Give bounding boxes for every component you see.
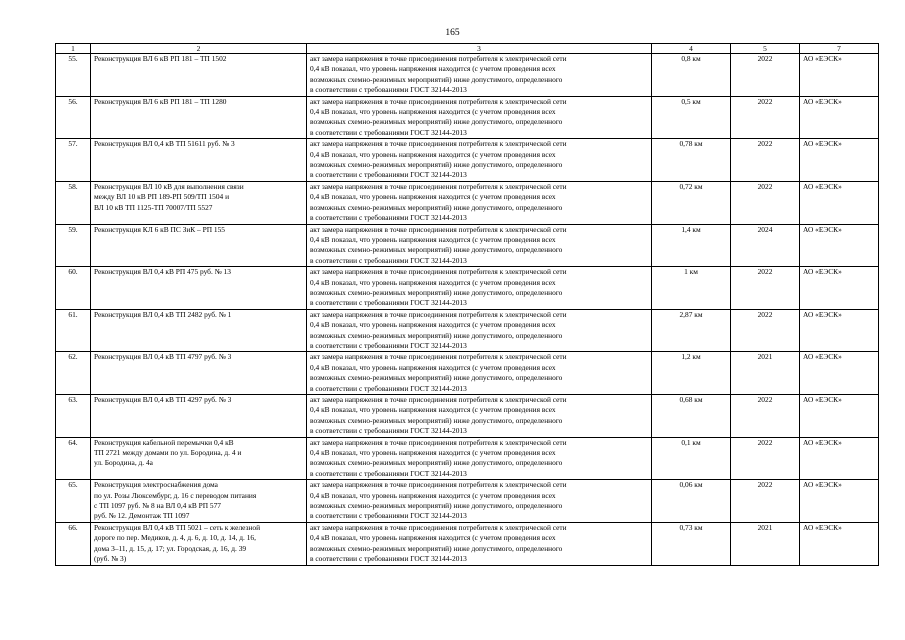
row-number-cell <box>56 267 91 310</box>
project-name-line: Реконструкция ВЛ 10 кВ для выполнения связи <box>94 181 244 191</box>
justification-line: возможных схемно-режимных мероприятий) ниже допустимого, определенного <box>310 330 563 340</box>
row-number: 57. <box>68 139 78 149</box>
justification-line: акт замера напряжения в точке присоединения потребителя к электрической сети <box>310 267 567 277</box>
justification-line: 0,4 кВ показал, что уровень напряжения находится (с учетом проведения всех <box>310 107 556 117</box>
organization-cell <box>800 437 879 480</box>
project-name-line: по ул. Розы Люксембург, д. 16 с переводом питания <box>94 490 257 500</box>
project-name-cell <box>91 352 307 395</box>
justification-line: 0,4 кВ показал, что уровень напряжения находится (с учетом проведения всех <box>310 362 556 372</box>
year-cell <box>731 139 800 182</box>
organization-cell <box>800 522 879 565</box>
row-number: 63. <box>68 395 78 404</box>
justification-line: 0,4 кВ показал, что уровень напряжения находится (с учетом проведения всех <box>310 533 556 543</box>
organization-name: АО «ЕЭСК» <box>803 480 842 490</box>
project-name-cell <box>91 522 307 565</box>
justification-line: акт замера напряжения в точке присоединения потребителя к электрической сети <box>310 522 567 532</box>
line-length: 0,06 км <box>679 480 703 490</box>
project-name-line: Реконструкция ВЛ 0,4 кВ РП 475 руб. № 13 <box>94 267 231 277</box>
row-number-cell <box>56 181 91 224</box>
row-number: 56. <box>68 96 78 106</box>
year-cell <box>731 395 800 438</box>
justification-line: 0,4 кВ показал, что уровень напряжения находится (с учетом проведения всех <box>310 490 556 500</box>
justification-line: возможных схемно-режимных мероприятий) ниже допустимого, определенного <box>310 160 563 170</box>
justification-cell <box>307 54 652 97</box>
line-length: 0,73 км <box>679 522 703 532</box>
table-body <box>56 44 879 566</box>
length-cell <box>652 522 731 565</box>
table-row <box>56 267 879 310</box>
completion-year: 2022 <box>757 437 773 447</box>
completion-year: 2022 <box>757 267 773 277</box>
line-length: 1,2 км <box>681 352 701 362</box>
organization-name: АО «ЕЭСК» <box>803 437 842 447</box>
completion-year: 2022 <box>757 309 773 319</box>
organization-name: АО «ЕЭСК» <box>803 181 842 191</box>
justification-line: акт замера напряжения в точке присоединения потребителя к электрической сети <box>310 54 567 63</box>
project-name-line: Реконструкция ВЛ 0,4 кВ ТП 2482 руб. № 1 <box>94 309 232 319</box>
project-name-cell <box>91 480 307 523</box>
justification-cell <box>307 352 652 395</box>
table-row <box>56 139 879 182</box>
column-header-7: 7 <box>800 44 879 54</box>
row-number: 60. <box>68 267 78 277</box>
table-header-row <box>56 44 879 54</box>
row-number-cell <box>56 139 91 182</box>
justification-line: акт замера напряжения в точке присоединения потребителя к электрической сети <box>310 352 567 362</box>
project-name-cell <box>91 267 307 310</box>
table-row <box>56 54 879 97</box>
project-name-line: ул. Бородина, д. 4а <box>94 458 153 468</box>
line-length: 0,68 км <box>679 395 703 404</box>
justification-line: в соответствии с требованиями ГОСТ 32144-2013 <box>310 340 467 350</box>
length-cell <box>652 181 731 224</box>
table-row <box>56 437 879 480</box>
length-cell <box>652 139 731 182</box>
justification-line: 0,4 кВ показал, что уровень напряжения находится (с учетом проведения всех <box>310 149 556 159</box>
project-name-line: между ВЛ 10 кВ РП 189-РП 509/ТП 1504 и <box>94 192 230 202</box>
table-row <box>56 96 879 139</box>
length-cell <box>652 480 731 523</box>
year-cell <box>731 309 800 352</box>
justification-line: в соответствии с требованиями ГОСТ 32144-2013 <box>310 511 467 521</box>
completion-year: 2022 <box>757 395 773 404</box>
justification-cell <box>307 224 652 267</box>
length-cell <box>652 96 731 139</box>
completion-year: 2022 <box>757 54 773 63</box>
organization-cell <box>800 267 879 310</box>
line-length: 0,72 км <box>679 181 703 191</box>
justification-line: возможных схемно-режимных мероприятий) ниже допустимого, определенного <box>310 74 563 84</box>
organization-cell <box>800 96 879 139</box>
justification-cell <box>307 522 652 565</box>
length-cell <box>652 267 731 310</box>
row-number-cell <box>56 224 91 267</box>
justification-line: возможных схемно-режимных мероприятий) ниже допустимого, определенного <box>310 117 563 127</box>
justification-line: 0,4 кВ показал, что уровень напряжения находится (с учетом проведения всех <box>310 64 556 74</box>
projects-table <box>55 43 879 566</box>
justification-line: в соответствии с требованиями ГОСТ 32144-2013 <box>310 426 467 436</box>
justification-line: акт замера напряжения в точке присоединения потребителя к электрической сети <box>310 480 567 490</box>
year-cell <box>731 54 800 97</box>
organization-name: АО «ЕЭСК» <box>803 96 842 106</box>
row-number-cell <box>56 480 91 523</box>
justification-line: в соответствии с требованиями ГОСТ 32144-2013 <box>310 383 467 393</box>
table-row <box>56 352 879 395</box>
completion-year: 2022 <box>757 181 773 191</box>
row-number-cell <box>56 352 91 395</box>
justification-line: в соответствии с требованиями ГОСТ 32144-2013 <box>310 85 467 95</box>
organization-name: АО «ЕЭСК» <box>803 54 842 63</box>
justification-line: 0,4 кВ показал, что уровень напряжения находится (с учетом проведения всех <box>310 405 556 415</box>
justification-cell <box>307 181 652 224</box>
row-number-cell <box>56 437 91 480</box>
row-number: 66. <box>68 522 78 532</box>
justification-cell <box>307 139 652 182</box>
justification-line: возможных схемно-режимных мероприятий) ниже допустимого, определенного <box>310 501 563 511</box>
justification-line: возможных схемно-режимных мероприятий) ниже допустимого, определенного <box>310 543 563 553</box>
project-name-line: с ТП 1097 руб. № 8 на ВЛ 0,4 кВ РП 577 <box>94 501 221 511</box>
row-number: 64. <box>68 437 78 447</box>
project-name-line: дома 3–11, д. 15, д. 17; ул. Городская, д. 16, д. 39 <box>94 543 247 553</box>
column-header-1: 1 <box>56 44 91 54</box>
justification-line: акт замера напряжения в точке присоединения потребителя к электрической сети <box>310 395 567 404</box>
row-number: 62. <box>68 352 78 362</box>
justification-line: в соответствии с требованиями ГОСТ 32144-2013 <box>310 255 467 265</box>
completion-year: 2021 <box>757 522 773 532</box>
project-name-line: руб. № 12. Демонтаж ТП 1097 <box>94 511 190 521</box>
row-number: 65. <box>68 480 78 490</box>
row-number-cell <box>56 395 91 438</box>
project-name-line: Реконструкция ВЛ 6 кВ РП 181 – ТП 1280 <box>94 96 227 106</box>
project-name-line: Реконструкция ВЛ 0,4 кВ ТП 4797 руб. № 3 <box>94 352 232 362</box>
length-cell <box>652 224 731 267</box>
row-number-cell <box>56 309 91 352</box>
column-header-3: 3 <box>307 44 652 54</box>
justification-cell <box>307 437 652 480</box>
justification-cell <box>307 96 652 139</box>
justification-line: в соответствии с требованиями ГОСТ 32144-2013 <box>310 298 467 308</box>
justification-line: 0,4 кВ показал, что уровень напряжения находится (с учетом проведения всех <box>310 448 556 458</box>
organization-name: АО «ЕЭСК» <box>803 224 842 234</box>
completion-year: 2021 <box>757 352 773 362</box>
line-length: 0,78 км <box>679 139 703 149</box>
justification-line: в соответствии с требованиями ГОСТ 32144-2013 <box>310 468 467 478</box>
justification-cell <box>307 480 652 523</box>
length-cell <box>652 309 731 352</box>
justification-line: возможных схемно-режимных мероприятий) ниже допустимого, определенного <box>310 373 563 383</box>
project-name-line: Реконструкция ВЛ 0,4 кВ ТП 51611 руб. № 3 <box>94 139 235 149</box>
length-cell <box>652 395 731 438</box>
project-name-cell <box>91 395 307 438</box>
organization-name: АО «ЕЭСК» <box>803 352 842 362</box>
project-name-cell <box>91 309 307 352</box>
justification-line: 0,4 кВ показал, что уровень напряжения находится (с учетом проведения всех <box>310 277 556 287</box>
completion-year: 2022 <box>757 480 773 490</box>
table-row <box>56 522 879 565</box>
table-row <box>56 395 879 438</box>
table-row <box>56 309 879 352</box>
column-header-2: 2 <box>91 44 307 54</box>
justification-cell <box>307 267 652 310</box>
organization-name: АО «ЕЭСК» <box>803 139 842 149</box>
project-name-line: дороге по пер. Медиков, д. 4, д. 6, д. 10, д. 14, д. 16, <box>94 533 256 543</box>
justification-line: возможных схемно-режимных мероприятий) ниже допустимого, определенного <box>310 415 563 425</box>
year-cell <box>731 96 800 139</box>
length-cell <box>652 437 731 480</box>
organization-name: АО «ЕЭСК» <box>803 522 842 532</box>
organization-cell <box>800 54 879 97</box>
project-name-line: Реконструкция ВЛ 0,4 кВ ТП 5021 – сеть к железной <box>94 522 261 532</box>
line-length: 1,4 км <box>681 224 701 234</box>
project-name-line: ВЛ 10 кВ ТП 1125-ТП 70007/ТП 5527 <box>94 202 213 212</box>
justification-cell <box>307 309 652 352</box>
completion-year: 2024 <box>757 224 773 234</box>
justification-line: 0,4 кВ показал, что уровень напряжения находится (с учетом проведения всех <box>310 320 556 330</box>
year-cell <box>731 224 800 267</box>
organization-cell <box>800 395 879 438</box>
justification-line: возможных схемно-режимных мероприятий) ниже допустимого, определенного <box>310 458 563 468</box>
project-name-cell <box>91 54 307 97</box>
project-name-cell <box>91 139 307 182</box>
justification-line: акт замера напряжения в точке присоединения потребителя к электрической сети <box>310 309 567 319</box>
table-row <box>56 224 879 267</box>
justification-line: в соответствии с требованиями ГОСТ 32144-2013 <box>310 554 467 564</box>
justification-line: 0,4 кВ показал, что уровень напряжения находится (с учетом проведения всех <box>310 234 556 244</box>
project-name-line: Реконструкция электроснабжения дома <box>94 480 218 490</box>
column-header-5: 5 <box>731 44 800 54</box>
justification-line: возможных схемно-режимных мероприятий) ниже допустимого, определенного <box>310 245 563 255</box>
line-length: 0,1 км <box>681 437 701 447</box>
justification-line: возможных схемно-режимных мероприятий) ниже допустимого, определенного <box>310 202 563 212</box>
length-cell <box>652 54 731 97</box>
project-name-cell <box>91 181 307 224</box>
organization-name: АО «ЕЭСК» <box>803 267 842 277</box>
row-number: 58. <box>68 181 78 191</box>
justification-line: акт замера напряжения в точке присоединения потребителя к электрической сети <box>310 224 567 234</box>
justification-line: в соответствии с требованиями ГОСТ 32144-2013 <box>310 213 467 223</box>
organization-cell <box>800 224 879 267</box>
project-name-line: Реконструкция ВЛ 0,4 кВ ТП 4297 руб. № 3 <box>94 395 232 404</box>
table-row <box>56 480 879 523</box>
row-number-cell <box>56 54 91 97</box>
justification-line: возможных схемно-режимных мероприятий) ниже допустимого, определенного <box>310 287 563 297</box>
year-cell <box>731 352 800 395</box>
justification-line: 0,4 кВ показал, что уровень напряжения находится (с учетом проведения всех <box>310 192 556 202</box>
organization-name: АО «ЕЭСК» <box>803 309 842 319</box>
row-number-cell <box>56 522 91 565</box>
year-cell <box>731 522 800 565</box>
row-number: 59. <box>68 224 78 234</box>
justification-line: акт замера напряжения в точке присоединения потребителя к электрической сети <box>310 437 567 447</box>
project-name-line: ТП 2721 между домами по ул. Бородина, д. 4 и <box>94 448 242 458</box>
year-cell <box>731 267 800 310</box>
column-header-4: 4 <box>652 44 731 54</box>
line-length: 0,8 км <box>681 54 701 63</box>
justification-cell <box>307 395 652 438</box>
year-cell <box>731 181 800 224</box>
row-number: 55. <box>68 54 78 63</box>
organization-name: АО «ЕЭСК» <box>803 395 842 404</box>
year-cell <box>731 437 800 480</box>
project-name-line: Реконструкция КЛ 6 кВ ПС ЗиК – РП 155 <box>94 224 225 234</box>
project-name-line: Реконструкция ВЛ 6 кВ РП 181 – ТП 1502 <box>94 54 227 63</box>
justification-line: акт замера напряжения в точке присоединения потребителя к электрической сети <box>310 96 567 106</box>
organization-cell <box>800 139 879 182</box>
project-name-cell <box>91 224 307 267</box>
justification-line: акт замера напряжения в точке присоединения потребителя к электрической сети <box>310 139 567 149</box>
length-cell <box>652 352 731 395</box>
completion-year: 2022 <box>757 96 773 106</box>
organization-cell <box>800 480 879 523</box>
page-number: 165 <box>445 28 460 38</box>
row-number-cell <box>56 96 91 139</box>
completion-year: 2022 <box>757 139 773 149</box>
table-row <box>56 181 879 224</box>
line-length: 2,87 км <box>679 309 703 319</box>
project-name-line: (руб. № 3) <box>94 554 127 564</box>
organization-cell <box>800 352 879 395</box>
line-length: 0,5 км <box>681 96 701 106</box>
year-cell <box>731 480 800 523</box>
line-length: 1 км <box>684 267 698 277</box>
project-name-cell <box>91 437 307 480</box>
row-number: 61. <box>68 309 78 319</box>
justification-line: в соответствии с требованиями ГОСТ 32144-2013 <box>310 170 467 180</box>
project-name-cell <box>91 96 307 139</box>
justification-line: акт замера напряжения в точке присоединения потребителя к электрической сети <box>310 181 567 191</box>
justification-line: в соответствии с требованиями ГОСТ 32144-2013 <box>310 127 467 137</box>
project-name-line: Реконструкция кабельной перемычки 0,4 кВ <box>94 437 234 447</box>
organization-cell <box>800 309 879 352</box>
organization-cell <box>800 181 879 224</box>
